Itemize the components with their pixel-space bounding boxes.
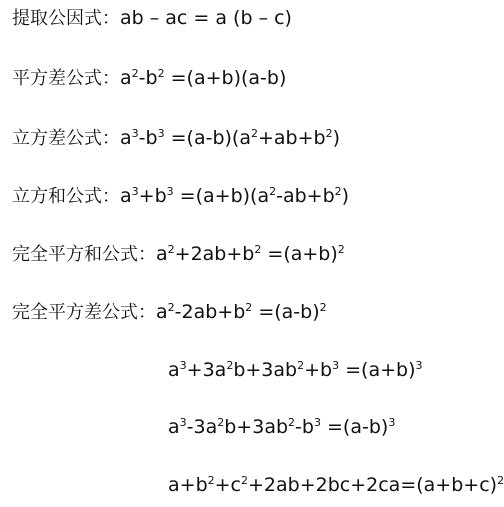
formula-text: b+3ab xyxy=(224,416,289,438)
formula-label: 提取公因式： xyxy=(12,8,120,29)
exponent: 3 xyxy=(332,359,340,373)
formula-label: 完全平方差公式： xyxy=(12,302,156,323)
formula-text: +3a xyxy=(186,359,227,381)
formula-text: a xyxy=(120,185,132,207)
exponent: 2 xyxy=(167,301,175,315)
formula-text: =(a+b) xyxy=(339,359,416,381)
exponent: 2 xyxy=(337,243,345,257)
formula-line-difference-of-squares xyxy=(12,66,286,91)
formula-line-square-of-difference xyxy=(12,300,327,325)
formula-label: 立方差公式： xyxy=(12,128,120,149)
exponent: 2 xyxy=(288,416,296,430)
exponent: 3 xyxy=(166,185,174,199)
exponent: 2 xyxy=(250,127,258,141)
exponent: 2 xyxy=(497,474,504,488)
formula-line-difference-of-cubes xyxy=(12,126,340,151)
formula-text: a xyxy=(120,67,132,89)
formula-line-sum-of-cubes xyxy=(12,184,349,209)
formula-text: -2ab+b xyxy=(174,301,246,323)
formula-text: =(a+b)(a xyxy=(173,185,270,207)
formula-text: a xyxy=(168,416,180,438)
formula-label: 完全平方和公式： xyxy=(12,244,156,265)
exponent: 2 xyxy=(269,185,277,199)
formula-text: -b xyxy=(138,127,158,149)
formula-text: =(a+b)(a-b) xyxy=(164,67,287,89)
exponent: 2 xyxy=(254,243,262,257)
formula-text: =(a+b) xyxy=(261,243,338,265)
formula-text: -3a xyxy=(186,416,218,438)
formula-text: a xyxy=(168,359,180,381)
exponent: 2 xyxy=(334,185,342,199)
exponent: 2 xyxy=(319,301,327,315)
formula-text: a xyxy=(120,127,132,149)
exponent: 2 xyxy=(226,359,234,373)
exponent: 2 xyxy=(297,359,305,373)
formula-text: =(a-b)(a xyxy=(164,127,251,149)
formula-text: a xyxy=(156,243,168,265)
exponent: 3 xyxy=(313,416,321,430)
formula-text: +ab+b xyxy=(257,127,326,149)
exponent: 3 xyxy=(157,127,165,141)
formula-line-cube-of-difference xyxy=(168,415,395,439)
formula-line-square-of-sum xyxy=(12,242,345,267)
formula-text: +2ab+b xyxy=(174,243,255,265)
exponent: 2 xyxy=(245,301,253,315)
formula-text: a xyxy=(156,301,168,323)
formula-text: =(a-b) xyxy=(320,416,389,438)
exponent: 3 xyxy=(131,185,139,199)
formula-text: a+b xyxy=(168,474,208,496)
formula-text: =(a-b) xyxy=(252,301,320,323)
exponent: 2 xyxy=(207,474,215,488)
exponent: 3 xyxy=(179,359,187,373)
formula-text: b+3ab xyxy=(233,359,298,381)
formula-text: ab – ac = a (b – c) xyxy=(120,7,292,29)
exponent: 2 xyxy=(157,67,165,81)
formula-text: +c xyxy=(214,474,241,496)
formula-label: 立方和公式： xyxy=(12,186,120,207)
exponent: 2 xyxy=(167,243,175,257)
formula-line-cube-of-sum xyxy=(168,358,423,382)
exponent: 3 xyxy=(179,416,187,430)
exponent: 3 xyxy=(415,359,423,373)
formula-text: +b xyxy=(138,185,167,207)
formula-text: +2ab+2bc+2ca=(a+b+c) xyxy=(248,474,498,496)
formula-text: -b xyxy=(138,67,158,89)
exponent: 3 xyxy=(388,416,396,430)
formula-text: -b xyxy=(295,416,314,438)
formula-text: ) xyxy=(341,185,350,207)
exponent: 2 xyxy=(325,127,333,141)
exponent: 3 xyxy=(131,127,139,141)
formula-label: 平方差公式： xyxy=(12,68,120,89)
formula-line-common-factor xyxy=(12,6,292,31)
exponent: 2 xyxy=(131,67,139,81)
exponent: 2 xyxy=(241,474,248,488)
formula-text: +b xyxy=(304,359,333,381)
exponent: 2 xyxy=(217,416,225,430)
formula-text: -ab+b xyxy=(276,185,335,207)
formula-text: ) xyxy=(332,127,341,149)
formula-line-trinomial-square xyxy=(168,473,504,497)
